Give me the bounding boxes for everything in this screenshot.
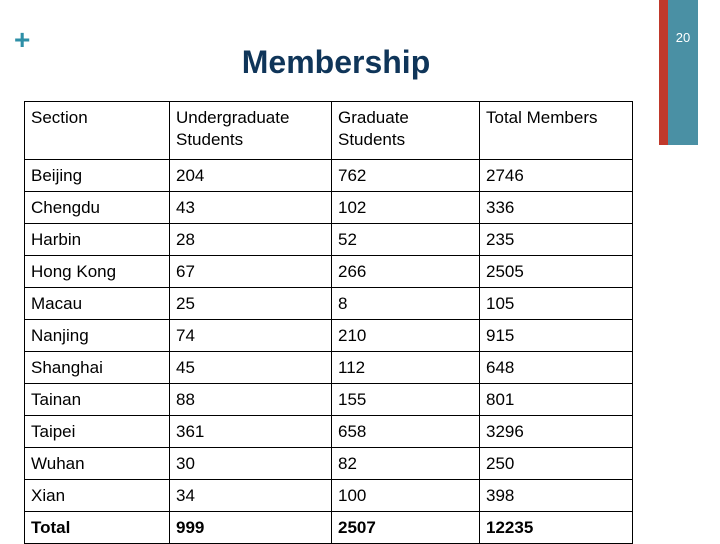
total-label: Total [25,512,170,544]
cell-graduate: 658 [332,416,480,448]
cell-total: 915 [480,320,633,352]
cell-graduate: 8 [332,288,480,320]
table-row [25,160,633,192]
plus-icon: + [14,24,31,55]
cell-undergraduate: 74 [170,320,332,352]
cell-section: Wuhan [25,448,170,480]
cell-graduate: 112 [332,352,480,384]
total-members: 12235 [480,512,633,544]
table-row [25,416,633,448]
slide-title: Membership [241,44,431,80]
cell-graduate: 82 [332,448,480,480]
table-row [25,320,633,352]
header-undergraduate: Undergraduate Students [170,102,332,160]
cell-section: Taipei [25,416,170,448]
cell-undergraduate: 30 [170,448,332,480]
cell-undergraduate: 204 [170,160,332,192]
membership-table [24,101,633,544]
cell-graduate: 266 [332,256,480,288]
cell-section: Macau [25,288,170,320]
table-header-row [25,102,633,160]
slide-number: 20 [675,30,691,45]
header-total-members: Total Members [480,102,633,160]
table-row [25,480,633,512]
header-graduate: Graduate Students [332,102,480,160]
cell-total: 2505 [480,256,633,288]
table-row [25,256,633,288]
cell-graduate: 100 [332,480,480,512]
cell-section: Harbin [25,224,170,256]
table-row [25,352,633,384]
cell-graduate: 155 [332,384,480,416]
total-undergraduate: 999 [170,512,332,544]
table-row [25,192,633,224]
cell-total: 235 [480,224,633,256]
table-row [25,288,633,320]
cell-section: Hong Kong [25,256,170,288]
table-total-row [25,512,633,544]
cell-total: 801 [480,384,633,416]
total-graduate: 2507 [332,512,480,544]
cell-total: 250 [480,448,633,480]
table-row [25,224,633,256]
cell-undergraduate: 45 [170,352,332,384]
cell-undergraduate: 67 [170,256,332,288]
cell-undergraduate: 43 [170,192,332,224]
cell-graduate: 52 [332,224,480,256]
accent-bar-teal [668,0,698,145]
cell-total: 3296 [480,416,633,448]
cell-undergraduate: 25 [170,288,332,320]
cell-total: 398 [480,480,633,512]
cell-undergraduate: 28 [170,224,332,256]
cell-total: 2746 [480,160,633,192]
cell-section: Nanjing [25,320,170,352]
cell-section: Chengdu [25,192,170,224]
cell-undergraduate: 361 [170,416,332,448]
cell-section: Beijing [25,160,170,192]
cell-total: 105 [480,288,633,320]
cell-section: Xian [25,480,170,512]
cell-undergraduate: 88 [170,384,332,416]
cell-section: Tainan [25,384,170,416]
accent-bar-red [659,0,668,145]
cell-total: 648 [480,352,633,384]
table-row [25,384,633,416]
cell-total: 336 [480,192,633,224]
cell-undergraduate: 34 [170,480,332,512]
cell-section: Shanghai [25,352,170,384]
table-row [25,448,633,480]
cell-graduate: 210 [332,320,480,352]
header-section: Section [25,102,170,160]
cell-graduate: 762 [332,160,480,192]
cell-graduate: 102 [332,192,480,224]
